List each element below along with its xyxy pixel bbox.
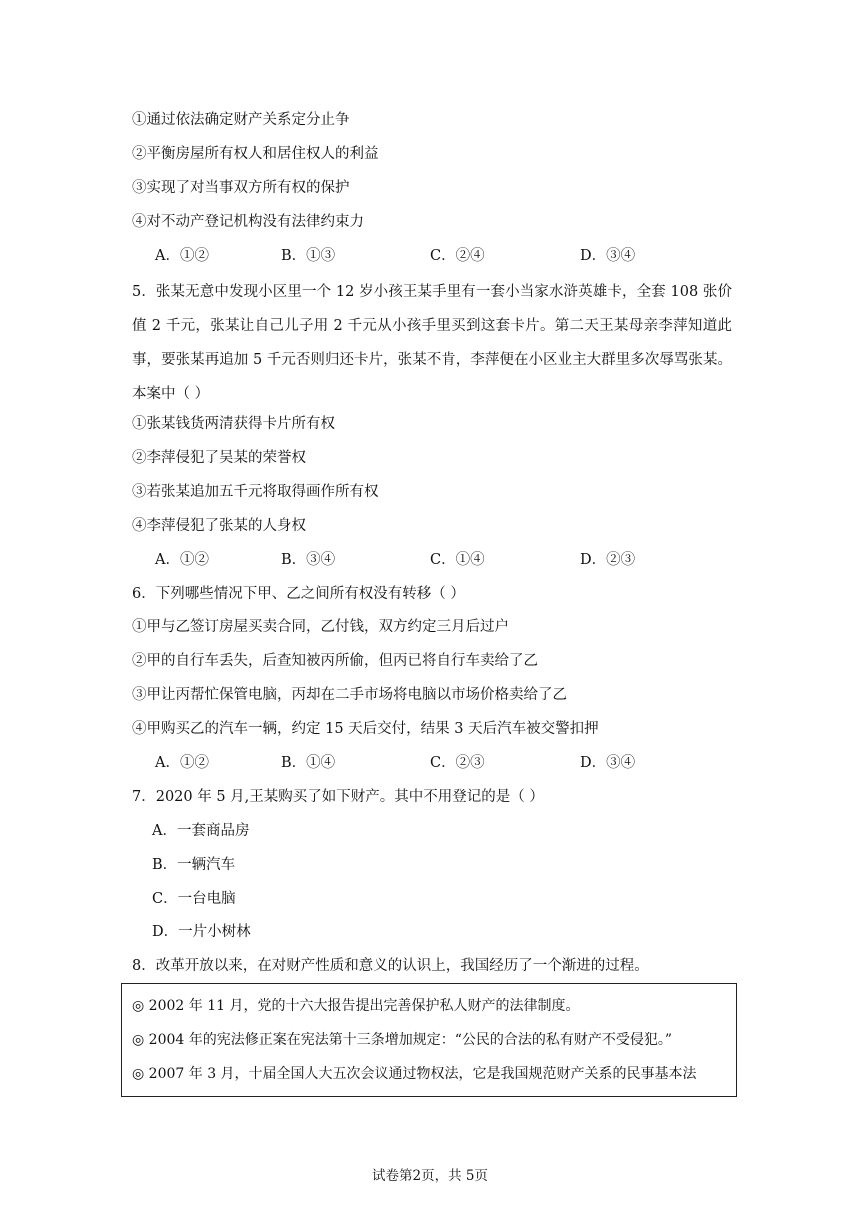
q5-statement-3: ③若张某追加五千元将取得画作所有权 <box>132 484 379 500</box>
q4-option-d[interactable]: D．③④ <box>580 248 636 264</box>
q7-option-a[interactable]: A．一套商品房 <box>152 823 250 839</box>
q5-option-d[interactable]: D．②③ <box>580 552 636 568</box>
q8-stem: 8．改革开放以来，在对财产性质和意义的认识上，我国经历了一个渐进的过程。 <box>132 958 649 974</box>
q5-statement-4: ④李萍侵犯了张某的人身权 <box>132 518 306 534</box>
q6-option-a[interactable]: A．①② <box>155 755 209 771</box>
q5-option-a[interactable]: A．①② <box>155 552 209 568</box>
q7-stem: 7．2020 年 5 月,王某购买了如下财产。其中不用登记的是（ ） <box>132 789 544 805</box>
q8-material-line-3: ◎ 2007 年 3 月，十届全国人大五次会议通过物权法，它是我国规范财产关系的民事基本法 <box>132 1066 697 1082</box>
q4-options <box>155 246 755 268</box>
q4-statement-1: ①通过依法确定财产关系定分止争 <box>132 112 350 128</box>
q7-option-c[interactable]: C．一台电脑 <box>152 891 236 907</box>
q6-option-d[interactable]: D．③④ <box>580 755 636 771</box>
page-footer: 试卷第2页，共 5页 <box>372 1168 488 1184</box>
q4-statement-4: ④对不动产登记机构没有法律约束力 <box>132 214 364 230</box>
q8-material-line-1: ◎ 2002 年 11 月，党的十六大报告提出完善保护私人财产的法律制度。 <box>132 998 580 1014</box>
q4-option-c[interactable]: C．②④ <box>430 248 485 264</box>
q6-statement-2: ②甲的自行车丢失，后查知被丙所偷，但丙已将自行车卖给了乙 <box>132 653 538 669</box>
q4-statement-3: ③实现了对当事双方所有权的保护 <box>132 180 350 196</box>
q8-material-box <box>121 983 737 1097</box>
q6-statement-4: ④甲购买乙的汽车一辆，约定 15 天后交付，结果 3 天后汽车被交警扣押 <box>132 721 599 737</box>
q6-statement-1: ①甲与乙签订房屋买卖合同，乙付钱，双方约定三月后过户 <box>132 619 509 635</box>
q6-option-c[interactable]: C．②③ <box>430 755 485 771</box>
q5-option-c[interactable]: C．①④ <box>430 552 485 568</box>
q6-option-b[interactable]: B．①④ <box>281 755 336 771</box>
q7-option-d[interactable]: D．一片小树林 <box>152 924 251 940</box>
q4-statement-2: ②平衡房屋所有权人和居住权人的利益 <box>132 146 379 162</box>
q6-options <box>155 753 755 775</box>
q5-stem: 5．张某无意中发现小区里一个 12 岁小孩王某手里有一套小当家水浒英雄卡，全套 108 张价值 2 千元，张某让自己儿子用 2 千元从小孩手里买到这套卡片。第二天王某母亲李萍知道此事，要张某再追加 5 千元否则归还卡片，张某不肯，李萍便在小区业主大群里多次辱骂张某。本案中（ ） <box>132 284 732 402</box>
q5-statement-1: ①张某钱货两清获得卡片所有权 <box>132 416 335 432</box>
q7-option-b[interactable]: B．一辆汽车 <box>152 857 236 873</box>
q4-option-b[interactable]: B．①③ <box>281 248 336 264</box>
q6-stem: 6．下列哪些情况下甲、乙之间所有权没有转移（ ） <box>132 586 465 602</box>
q8-material-line-2: ◎ 2004 年的宪法修正案在宪法第十三条增加规定：“公民的合法的私有财产不受侵犯。” <box>132 1032 673 1048</box>
q5-statement-2: ②李萍侵犯了吴某的荣誉权 <box>132 450 306 466</box>
q5-options <box>155 550 755 572</box>
q6-statement-3: ③甲让丙帮忙保管电脑，丙却在二手市场将电脑以市场价格卖给了乙 <box>132 687 567 703</box>
q4-option-a[interactable]: A．①② <box>155 248 209 264</box>
q5-option-b[interactable]: B．③④ <box>281 552 336 568</box>
